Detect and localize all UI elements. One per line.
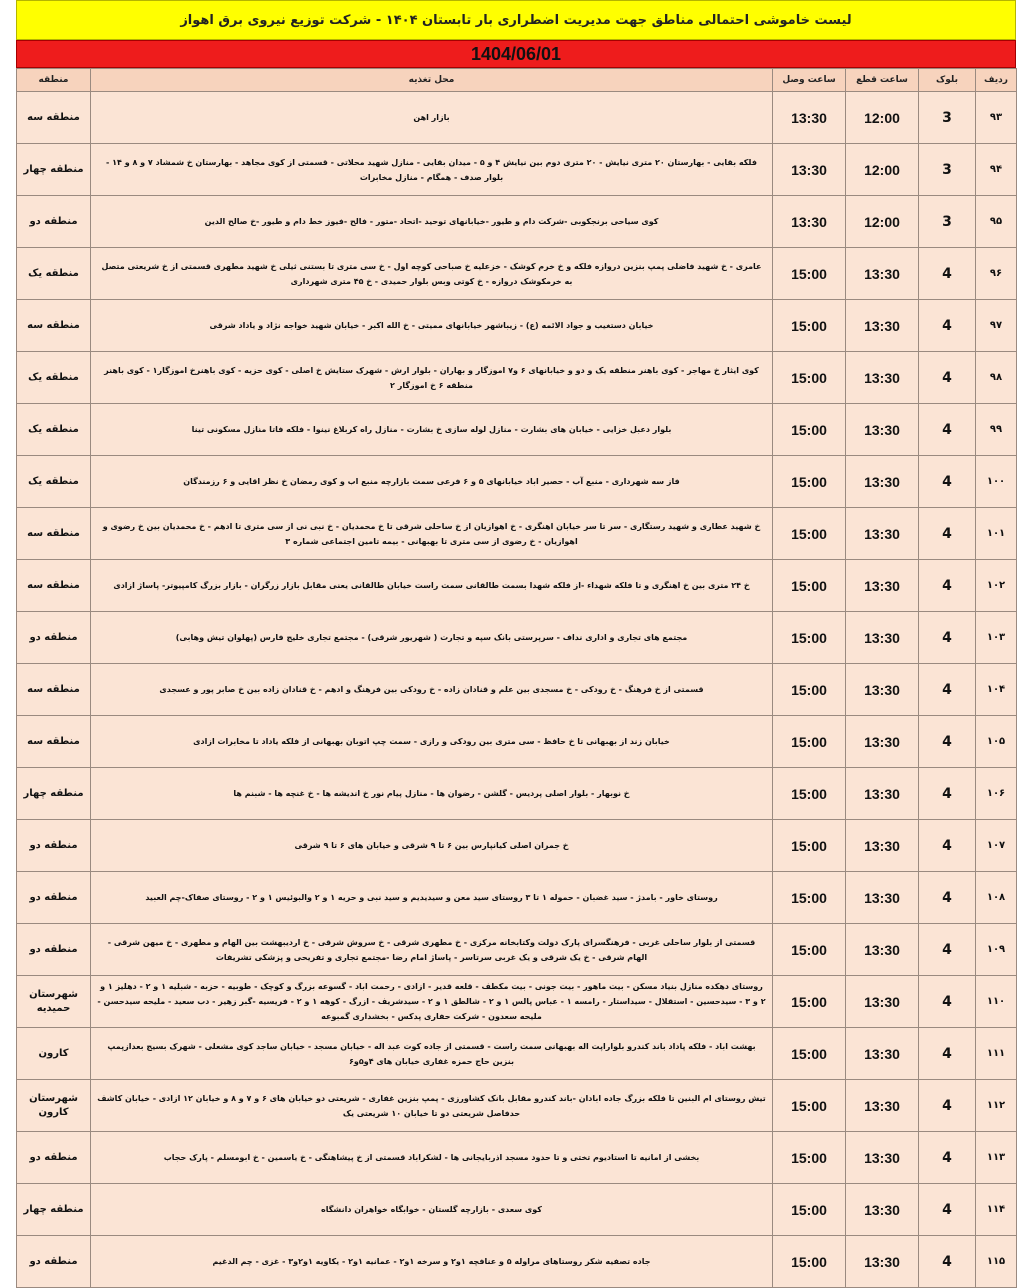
connect-time-cell: 15:00 bbox=[773, 664, 846, 716]
cut-time-cell: 13:30 bbox=[846, 560, 919, 612]
block-cell: 4 bbox=[919, 820, 976, 872]
table-row bbox=[17, 1132, 1017, 1184]
connect-time-cell: 15:00 bbox=[773, 924, 846, 976]
document-date: 1404/06/01 bbox=[470, 43, 562, 64]
connect-time-cell: 15:00 bbox=[773, 872, 846, 924]
block-cell: 4 bbox=[919, 508, 976, 560]
connect-time-cell: 15:00 bbox=[773, 1028, 846, 1080]
location-cell: خ ۲۴ متری بین خ اهنگری و تا فلکه شهداء -از فلکه شهدا بسمت طالقانی سمت راست خیابان طالقانی یعنی مقابل بازار زرگران - بازار بزرگ کامپیوتر- پاساژ ازادی bbox=[91, 560, 773, 612]
connect-time-cell: 15:00 bbox=[773, 1080, 846, 1132]
connect-time-cell: 15:00 bbox=[773, 248, 846, 300]
connect-time-cell: 15:00 bbox=[773, 560, 846, 612]
table-row bbox=[17, 92, 1017, 144]
table-row bbox=[17, 1184, 1017, 1236]
block-cell: 4 bbox=[919, 1236, 976, 1288]
location-cell: روستای دهکده منازل بنیاد مسکن - بیت ماهور - بیت جونی - بیت مکطف - قلعه قدیر - ازادی - رحمت اباد - گسوعه بزرگ و کوچک - طوبیه - حزبه - شبلیه ۱ و ۲ - دهلیز ۱ و ۲ و ۳ - سیدحسین - استقلال - سیداستار - رامسه ۱ - عباس پالس ۱ و ۲ - شالطق ۱ و ۲ - سیدشریف - ازرگ - کوهه ۱ و ۲ - فریسیه -گبر زهیر - دب سعید - ملیحه سیدحسن - ملیحه سعدون - شرکت حفاری پدکس - بخشداری گمبوعه bbox=[91, 976, 773, 1028]
table-row bbox=[17, 300, 1017, 352]
region-cell: منطقه دو bbox=[17, 924, 91, 976]
block-cell: 4 bbox=[919, 872, 976, 924]
connect-time-cell: 15:00 bbox=[773, 768, 846, 820]
cut-time-cell: 13:30 bbox=[846, 1080, 919, 1132]
connect-time-cell: 15:00 bbox=[773, 612, 846, 664]
region-cell: منطقه یک bbox=[17, 456, 91, 508]
region-cell: منطقه چهار bbox=[17, 144, 91, 196]
region-cell: شهرستان کارون bbox=[17, 1080, 91, 1132]
table-row bbox=[17, 976, 1017, 1028]
connect-time-cell: 15:00 bbox=[773, 976, 846, 1028]
block-cell: 4 bbox=[919, 612, 976, 664]
table-row bbox=[17, 612, 1017, 664]
region-cell: منطقه دو bbox=[17, 820, 91, 872]
location-cell: کوی ایثار خ مهاجر - کوی باهنر منطقه یک و دو و خیابانهای ۶ و۷ اموزگار و بهاران - بلوار ارش - شهرک ستایش خ اصلی - کوی حزیه - کوی باهنرخ اموزگار۱ - کوی باهنر منطقه ۶ خ اموزگار ۲ bbox=[91, 352, 773, 404]
location-cell: خیابان دستغیب و جواد الائمه (ع) - زیباشهر خیابانهای ممیتی - خ الله اکبر - خیابان شهید خواجه نژاد و یاداد شرقی bbox=[91, 300, 773, 352]
table-row bbox=[17, 560, 1017, 612]
document-title: لیست خاموشی احتمالی مناطق جهت مدیریت اضطراری بار تابستان ۱۴۰۴ - شرکت توزیع نیروی برق اهواز bbox=[180, 12, 852, 28]
location-cell: روستای خاور - بامدژ - سید غضبان - حموله ۱ تا ۳ روستای سید معن و سیدیدیم و سید نبی و حریه ۱ و ۲ والبوئیس ۱ و ۲ - روستای صفاک-چم العبید bbox=[91, 872, 773, 924]
location-cell: فاز سه شهرداری - منبع آب - حصیر اباد خیابانهای ۵ و ۶ فرعی سمت بازارچه منبع اب و کوی رمضان خ نظر اقایی و ۶ رزمندگان bbox=[91, 456, 773, 508]
row-number-cell: ۱۱۱ bbox=[976, 1028, 1017, 1080]
region-cell: شهرستان حمیدیه bbox=[17, 976, 91, 1028]
block-cell: 4 bbox=[919, 352, 976, 404]
table-row bbox=[17, 1080, 1017, 1132]
column-header-location: محل تغذیه bbox=[91, 69, 773, 92]
table-row bbox=[17, 196, 1017, 248]
row-number-cell: ۱۰۹ bbox=[976, 924, 1017, 976]
row-number-cell: ۱۰۴ bbox=[976, 664, 1017, 716]
location-cell: جاده تصفیه شکر روستاهای مراوله ۵ و عنافچه ۱و۲ و سرخه ۱و۲ - عمانیه ۱و۲ - یکاویه ۱و۲و۳ - غزی - چم الدغیم bbox=[91, 1236, 773, 1288]
region-cell: منطقه چهار bbox=[17, 768, 91, 820]
location-cell: فلکه بقایی - بهارستان ۲۰ متری نیایش - ۲۰ متری دوم بین نیایش ۴ و ۵ - میدان بقایی - منازل شهید محلاتی - قسمتی از کوی مجاهد - بهارستان خ شمشاد ۷ و ۸ و ۱۴ - بلوار صدف - همگام - منازل مخابرات bbox=[91, 144, 773, 196]
row-number-cell: ۹۴ bbox=[976, 144, 1017, 196]
cut-time-cell: 13:30 bbox=[846, 300, 919, 352]
row-number-cell: ۹۳ bbox=[976, 92, 1017, 144]
cut-time-cell: 12:00 bbox=[846, 144, 919, 196]
table-row bbox=[17, 768, 1017, 820]
cut-time-cell: 13:30 bbox=[846, 664, 919, 716]
block-cell: 4 bbox=[919, 924, 976, 976]
connect-time-cell: 13:30 bbox=[773, 92, 846, 144]
row-number-cell: ۱۰۵ bbox=[976, 716, 1017, 768]
cut-time-cell: 13:30 bbox=[846, 820, 919, 872]
row-number-cell: ۹۸ bbox=[976, 352, 1017, 404]
cut-time-cell: 12:00 bbox=[846, 196, 919, 248]
block-cell: 4 bbox=[919, 768, 976, 820]
location-cell: خ جمران اصلی کیانپارس بین ۶ تا ۹ شرقی و خیابان های ۶ تا ۹ شرقی bbox=[91, 820, 773, 872]
document-page bbox=[14, 0, 1018, 1280]
region-cell: کارون bbox=[17, 1028, 91, 1080]
connect-time-cell: 13:30 bbox=[773, 196, 846, 248]
connect-time-cell: 15:00 bbox=[773, 1132, 846, 1184]
row-number-cell: ۱۱۲ bbox=[976, 1080, 1017, 1132]
row-number-cell: ۱۱۴ bbox=[976, 1184, 1017, 1236]
connect-time-cell: 15:00 bbox=[773, 1236, 846, 1288]
block-cell: 4 bbox=[919, 248, 976, 300]
cut-time-cell: 13:30 bbox=[846, 924, 919, 976]
region-cell: منطقه دو bbox=[17, 612, 91, 664]
region-cell: منطقه سه bbox=[17, 92, 91, 144]
block-cell: 4 bbox=[919, 1184, 976, 1236]
cut-time-cell: 13:30 bbox=[846, 612, 919, 664]
row-number-cell: ۱۰۰ bbox=[976, 456, 1017, 508]
location-cell: عامری - خ شهید فاضلی پمپ بنزین دروازه فلکه و خ خرم کوشک - خزعلیه خ صباحی کوچه اول - خ سی متری تا بستنی ثیلی خ شهید مطهری قسمتی از خ شریعتی متصل به خرمکوشک دروازه - خ کوتی وبس بلوار حمیدی - خ ۴۵ متری شهرداری bbox=[91, 248, 773, 300]
location-cell: قسمتی از خ فرهنگ - خ رودکی - خ مسجدی بین علم و قنادان زاده - خ رودکی بین فرهنگ و ادهم - خ قنادان زاده بین خ صابر پور و عسجدی bbox=[91, 664, 773, 716]
connect-time-cell: 15:00 bbox=[773, 456, 846, 508]
cut-time-cell: 12:00 bbox=[846, 92, 919, 144]
row-number-cell: ۹۹ bbox=[976, 404, 1017, 456]
cut-time-cell: 13:30 bbox=[846, 248, 919, 300]
connect-time-cell: 15:00 bbox=[773, 300, 846, 352]
row-number-cell: ۹۶ bbox=[976, 248, 1017, 300]
row-number-cell: ۱۰۳ bbox=[976, 612, 1017, 664]
column-header-block: بلوک bbox=[919, 69, 976, 92]
cut-time-cell: 13:30 bbox=[846, 1132, 919, 1184]
row-number-cell: ۱۰۲ bbox=[976, 560, 1017, 612]
block-cell: 3 bbox=[919, 144, 976, 196]
title-banner bbox=[16, 0, 1016, 40]
table-header-row bbox=[17, 69, 1017, 92]
cut-time-cell: 13:30 bbox=[846, 508, 919, 560]
block-cell: 4 bbox=[919, 1080, 976, 1132]
region-cell: منطقه دو bbox=[17, 196, 91, 248]
location-cell: مجتمع های تجاری و اداری نداف - سرپرستی بانک سپه و تجارت ( شهریور شرقی) - مجتمع تجاری خلیج فارس (پهلوان تیش وهابی) bbox=[91, 612, 773, 664]
location-cell: خ نوبهار - بلوار اصلی پردیس - گلشن - رضوان ها - منازل پیام نور خ اندیشه ها - خ غنچه ها - شبنم ها bbox=[91, 768, 773, 820]
block-cell: 4 bbox=[919, 716, 976, 768]
region-cell: منطقه سه bbox=[17, 560, 91, 612]
row-number-cell: ۱۱۵ bbox=[976, 1236, 1017, 1288]
connect-time-cell: 15:00 bbox=[773, 352, 846, 404]
block-cell: 3 bbox=[919, 196, 976, 248]
connect-time-cell: 15:00 bbox=[773, 820, 846, 872]
location-cell: خ شهید عطاری و شهید رستگاری - سر تا سر خیابان اهنگری - خ اهوازیان از خ ساحلی شرقی تا خ محمدیان - خ نبی نی از سی متری تا ادهم - خ محمدیان بین خ رضوی و اهوازیان - خ رضوی از سی متری تا بهبهانی - بیمه تامین اجتماعی شماره ۳ bbox=[91, 508, 773, 560]
row-number-cell: ۱۱۰ bbox=[976, 976, 1017, 1028]
column-header-connect-time: ساعت وصل bbox=[773, 69, 846, 92]
location-cell: تیش روستای ام البنین تا فلکه بزرگ جاده ابادان -باند کندرو مقابل بانک کشاورزی - پمپ بنزین غفاری - شریعتی دو خیابان های ۶ و ۷ و ۸ و خیابان ۱۲ ازادی - خیابان کاشف حدفاصل شریعتی دو تا خیابان ۱۰ شریعتی یک bbox=[91, 1080, 773, 1132]
region-cell: منطقه یک bbox=[17, 352, 91, 404]
table-row bbox=[17, 716, 1017, 768]
block-cell: 4 bbox=[919, 664, 976, 716]
location-cell: بازار اهن bbox=[91, 92, 773, 144]
cut-time-cell: 13:30 bbox=[846, 352, 919, 404]
cut-time-cell: 13:30 bbox=[846, 1184, 919, 1236]
cut-time-cell: 13:30 bbox=[846, 404, 919, 456]
row-number-cell: ۱۱۳ bbox=[976, 1132, 1017, 1184]
location-cell: کوی سیاحی برنجکوبی -شرکت دام و طیور -خیابانهای توحید -اتحاد -متور - فالح -فیوز خط دام و طیور -خ صالح الدین bbox=[91, 196, 773, 248]
block-cell: 4 bbox=[919, 976, 976, 1028]
region-cell: منطقه یک bbox=[17, 404, 91, 456]
row-number-cell: ۱۰۶ bbox=[976, 768, 1017, 820]
region-cell: منطقه سه bbox=[17, 716, 91, 768]
connect-time-cell: 15:00 bbox=[773, 716, 846, 768]
block-cell: 4 bbox=[919, 1028, 976, 1080]
table-row bbox=[17, 664, 1017, 716]
cut-time-cell: 13:30 bbox=[846, 976, 919, 1028]
location-cell: قسمتی از بلوار ساحلی غربی - فرهنگسرای پارک دولت وکتابخانه مرکزی - خ مطهری شرقی - خ سروش شرقی - خ اردیبهشت بین الهام و مطهری - خ میهن شرقی - الهام شرقی - خ یک شرقی و یک غربی سرتاسر - پاساژ امام رضا -مجتمع تجاری و تفریحی و پزشکی تشریفات bbox=[91, 924, 773, 976]
connect-time-cell: 15:00 bbox=[773, 508, 846, 560]
location-cell: کوی سعدی - بازارچه گلستان - خوابگاه خواهران دانشگاه bbox=[91, 1184, 773, 1236]
block-cell: 4 bbox=[919, 560, 976, 612]
region-cell: منطقه دو bbox=[17, 1132, 91, 1184]
region-cell: منطقه سه bbox=[17, 300, 91, 352]
row-number-cell: ۱۰۸ bbox=[976, 872, 1017, 924]
connect-time-cell: 15:00 bbox=[773, 404, 846, 456]
cut-time-cell: 13:30 bbox=[846, 1236, 919, 1288]
row-number-cell: ۱۰۷ bbox=[976, 820, 1017, 872]
table-row bbox=[17, 508, 1017, 560]
block-cell: 4 bbox=[919, 1132, 976, 1184]
location-cell: بخشی از امانیه تا استادیوم تختی و تا حدود مسجد اذربایجانی ها - لشکراباد قسمتی از خ پیشاهنگی - خ یاسمین - خ ابومسلم - پارک حجاب bbox=[91, 1132, 773, 1184]
region-cell: منطقه یک bbox=[17, 248, 91, 300]
region-cell: منطقه دو bbox=[17, 872, 91, 924]
region-cell: منطقه دو bbox=[17, 1236, 91, 1288]
table-row bbox=[17, 144, 1017, 196]
block-cell: 4 bbox=[919, 404, 976, 456]
block-cell: 4 bbox=[919, 300, 976, 352]
outage-schedule-table bbox=[16, 68, 1017, 1288]
region-cell: منطقه سه bbox=[17, 508, 91, 560]
cut-time-cell: 13:30 bbox=[846, 716, 919, 768]
region-cell: منطقه سه bbox=[17, 664, 91, 716]
table-row bbox=[17, 820, 1017, 872]
row-number-cell: ۹۷ bbox=[976, 300, 1017, 352]
cut-time-cell: 13:30 bbox=[846, 1028, 919, 1080]
table-row bbox=[17, 924, 1017, 976]
table-row bbox=[17, 456, 1017, 508]
column-header-row-number: ردیف bbox=[976, 69, 1017, 92]
table-row bbox=[17, 404, 1017, 456]
block-cell: 4 bbox=[919, 456, 976, 508]
location-cell: خیابان زند از بهبهانی تا خ حافظ - سی متری بین رودکی و رازی - سمت چپ اتوبان بهبهانی از فلکه یاداد تا مخابرات ازادی bbox=[91, 716, 773, 768]
region-cell: منطقه چهار bbox=[17, 1184, 91, 1236]
table-row bbox=[17, 352, 1017, 404]
block-cell: 3 bbox=[919, 92, 976, 144]
column-header-cut-time: ساعت قطع bbox=[846, 69, 919, 92]
cut-time-cell: 13:30 bbox=[846, 768, 919, 820]
cut-time-cell: 13:30 bbox=[846, 872, 919, 924]
column-header-region: منطقه bbox=[17, 69, 91, 92]
table-row bbox=[17, 248, 1017, 300]
connect-time-cell: 13:30 bbox=[773, 144, 846, 196]
location-cell: بهشت اباد - فلکه پاداد باند کندرو بلواراپت اله بهبهانی سمت راست - قسمتی از جاده کوت عبد اله - خیابان مسجد - خیابان ساجد کوی مشعلی - شهرک بسیج بعدازپمپ بنزین حاج حمزه غفاری خیابان های ۴و۵و۶ bbox=[91, 1028, 773, 1080]
row-number-cell: ۱۰۱ bbox=[976, 508, 1017, 560]
row-number-cell: ۹۵ bbox=[976, 196, 1017, 248]
connect-time-cell: 15:00 bbox=[773, 1184, 846, 1236]
cut-time-cell: 13:30 bbox=[846, 456, 919, 508]
date-banner bbox=[16, 40, 1016, 68]
table-row bbox=[17, 1028, 1017, 1080]
location-cell: بلوار دعبل خزایی - خیابان های بشارت - منازل لوله سازی خ بشارت - منازل راه کربلاغ نینوا - فلکه فاتا منازل مسکونی تینا bbox=[91, 404, 773, 456]
table-row bbox=[17, 872, 1017, 924]
